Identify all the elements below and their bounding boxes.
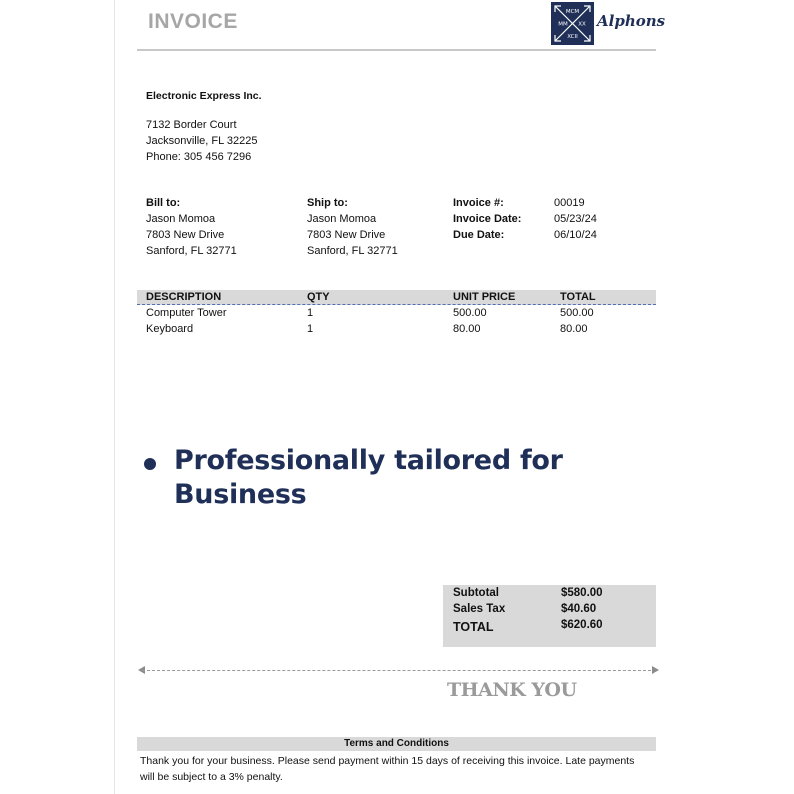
- item-total: 500.00: [560, 307, 594, 319]
- column-header-description: DESCRIPTION: [146, 291, 222, 303]
- invoice-number-label: Invoice #:: [453, 197, 504, 209]
- bill-to-label: Bill to:: [146, 197, 181, 209]
- company-address-line1: 7132 Border Court: [146, 119, 237, 131]
- company-address-line2: Jacksonville, FL 32225: [146, 135, 258, 147]
- item-qty: 1: [307, 307, 314, 319]
- logo-emblem-text-bottom: XCII: [567, 34, 578, 40]
- bill-to-address-line2: Sanford, FL 32771: [146, 245, 237, 257]
- ship-to-name: Jason Momoa: [307, 213, 377, 225]
- item-description: Computer Tower: [146, 307, 227, 319]
- invoice-date-label: Invoice Date:: [453, 213, 522, 225]
- due-date-value: 06/10/24: [554, 229, 597, 241]
- column-header-unit-price: UNIT PRICE: [453, 291, 516, 303]
- invoice-date-value: 05/23/24: [554, 213, 597, 225]
- subtotal-value: $580.00: [561, 587, 603, 599]
- item-unit-price: 80.00: [453, 323, 481, 335]
- bullet-icon: [144, 458, 156, 470]
- logo-emblem-graphic: [551, 2, 594, 45]
- logo-emblem-text-left: MM: [558, 21, 568, 28]
- sales-tax-label: Sales Tax: [453, 603, 506, 615]
- logo-wordmark: Alphons: [597, 12, 666, 30]
- item-qty: 1: [307, 323, 314, 335]
- due-date-label: Due Date:: [453, 229, 505, 241]
- dashed-divider: [142, 670, 656, 671]
- invoice-number-value: 00019: [554, 197, 585, 209]
- bill-to-address-line1: 7803 New Drive: [146, 229, 225, 241]
- page-edge: [114, 0, 115, 794]
- page-title: INVOICE: [148, 10, 238, 33]
- item-description: Keyboard: [146, 323, 194, 335]
- ship-to-label: Ship to:: [307, 197, 348, 209]
- logo-emblem: [551, 2, 594, 45]
- logo-emblem-text-right: XX: [578, 21, 586, 28]
- column-header-total: TOTAL: [560, 291, 596, 303]
- bill-to-name: Jason Momoa: [146, 213, 216, 225]
- ship-to-address-line2: Sanford, FL 32771: [307, 245, 398, 257]
- header-divider: [137, 49, 656, 51]
- company-name: Electronic Express Inc.: [146, 90, 262, 102]
- subtotal-label: Subtotal: [453, 587, 499, 599]
- total-value: $620.60: [561, 619, 603, 631]
- total-label: TOTAL: [453, 620, 494, 634]
- promo-text: Professionally tailored for Business: [174, 445, 563, 510]
- terms-text: Thank you for your business. Please send payment within 15 days of receiving this invoice. Late payments will be subject to a 3% penalty.: [140, 755, 635, 783]
- item-unit-price: 500.00: [453, 307, 487, 319]
- ship-to-address-line1: 7803 New Drive: [307, 229, 386, 241]
- thank-you-text: THANK YOU: [447, 679, 577, 701]
- terms-title: Terms and Conditions: [137, 737, 656, 751]
- item-total: 80.00: [560, 323, 588, 335]
- logo-emblem-text-top: MCM: [565, 9, 580, 15]
- column-header-qty: QTY: [307, 291, 330, 303]
- sales-tax-value: $40.60: [561, 603, 597, 615]
- company-phone: Phone: 305 456 7296: [146, 151, 252, 163]
- arrow-right-icon: [652, 666, 659, 674]
